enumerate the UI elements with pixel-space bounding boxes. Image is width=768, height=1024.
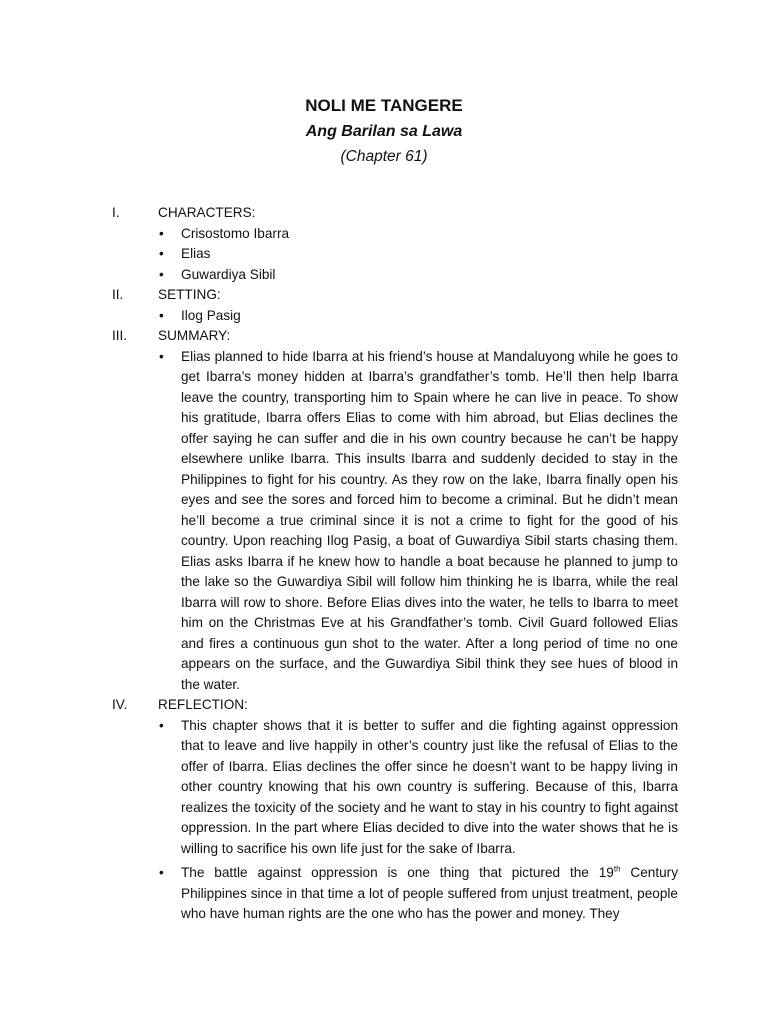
section-number: IV. bbox=[112, 697, 128, 712]
paragraph-text: Century Philippines since in that time a lot of people suffered from unjust treatment, people who have human rights are the one who has the power and money. They bbox=[181, 865, 679, 921]
list-item bbox=[112, 716, 678, 860]
paragraph-text: The battle against oppression is one thing that pictured the 19 bbox=[181, 865, 614, 880]
section-number: III. bbox=[112, 328, 128, 343]
superscript: th bbox=[613, 864, 621, 874]
summary-list bbox=[112, 347, 678, 696]
document-title: NOLI ME TANGERE bbox=[305, 96, 463, 115]
list-item bbox=[112, 224, 678, 245]
section-reflection bbox=[112, 695, 678, 925]
list-item-text: Crisostomo Ibarra bbox=[181, 225, 290, 241]
list-item-text: Ilog Pasig bbox=[181, 307, 241, 323]
section-heading: CHARACTERS: bbox=[158, 205, 256, 220]
setting-list bbox=[112, 306, 678, 327]
list-item-text: Elias bbox=[181, 246, 211, 261]
list-item bbox=[112, 244, 678, 265]
bullet-icon: • bbox=[159, 266, 164, 282]
reflection-paragraph bbox=[181, 863, 678, 925]
reflection-paragraph: This chapter shows that it is better to suffer and die fighting against oppression that to leave and live happily in other’s country just like the refusal of Elias to the offer of Ibarra. Elias declines the offer since he doesn’t want to be happy living in other country knowing that his own country is suffering. Because of this, Ibarra realizes the toxicity of the society and he want to stay in his country to fight against oppression. In the part where Elias decided to dive into the water shows that he is willing to sacrifice his own life just for the sake of Ibarra. bbox=[181, 717, 678, 856]
bullet-icon: • bbox=[159, 246, 164, 261]
bullet-icon: • bbox=[159, 717, 164, 733]
bullet-icon: • bbox=[159, 307, 164, 323]
section-number: II. bbox=[112, 287, 124, 302]
section-summary bbox=[112, 326, 678, 695]
bullet-icon: • bbox=[159, 225, 164, 241]
section-number: I. bbox=[112, 205, 120, 220]
title-block bbox=[0, 94, 768, 169]
list-item bbox=[112, 306, 678, 327]
list-item bbox=[112, 347, 678, 696]
section-heading: SETTING: bbox=[158, 287, 221, 302]
section-heading: REFLECTION: bbox=[158, 697, 248, 712]
bullet-icon: • bbox=[159, 348, 164, 364]
section-heading: SUMMARY: bbox=[158, 328, 231, 343]
bullet-icon: • bbox=[159, 865, 164, 880]
summary-paragraph: Elias planned to hide Ibarra at his friend’s house at Mandaluyong while he goes to get Ibarra’s money hidden at Ibarra’s grandfather’s tomb. He’ll then help Ibarra leave the country, transporting him to Spain where he can live in peace. To show his gratitude, Ibarra offers Elias to come with him abroad, but Elias declines the offer saying he can suffer and die in his own country because he can’t be happy elsewhere unlike Ibarra. This insults Ibarra and suddenly decided to stay in the Philippines to fight for his country. As they row on the lake, Ibarra finally open his eyes and see the sores and forced him to become a criminal. But he didn’t mean he’ll become a true criminal since it is not a crime to fight for the good of his country. Upon reaching Ilog Pasig, a boat of Guwardiya Sibil starts chasing them. Elias asks Ibarra if he knew how to handle a boat because he planned to jump to the lake so the Guwardiya Sibil will follow him thinking he is Ibarra, while the real Ibarra will row to shore. Before Elias dives into the water, he tells to Ibarra to meet him on the Christmas Eve at his Grandfather’s tomb. Civil Guard followed Elias and fires a continuous gun shot to the water. After a long period of time no one appears on the surface, and the Guwardiya Sibil think they see hues of blood in the water. bbox=[181, 348, 678, 692]
list-item bbox=[112, 265, 678, 286]
chapter-label: (Chapter 61) bbox=[340, 148, 428, 165]
document-subtitle: Ang Barilan sa Lawa bbox=[305, 123, 463, 140]
section-setting bbox=[112, 285, 678, 326]
document-body bbox=[112, 203, 678, 925]
list-item-text: Guwardiya Sibil bbox=[181, 266, 276, 282]
section-characters bbox=[112, 203, 678, 285]
list-item bbox=[112, 863, 678, 925]
character-list bbox=[112, 224, 678, 286]
reflection-list bbox=[112, 716, 678, 925]
